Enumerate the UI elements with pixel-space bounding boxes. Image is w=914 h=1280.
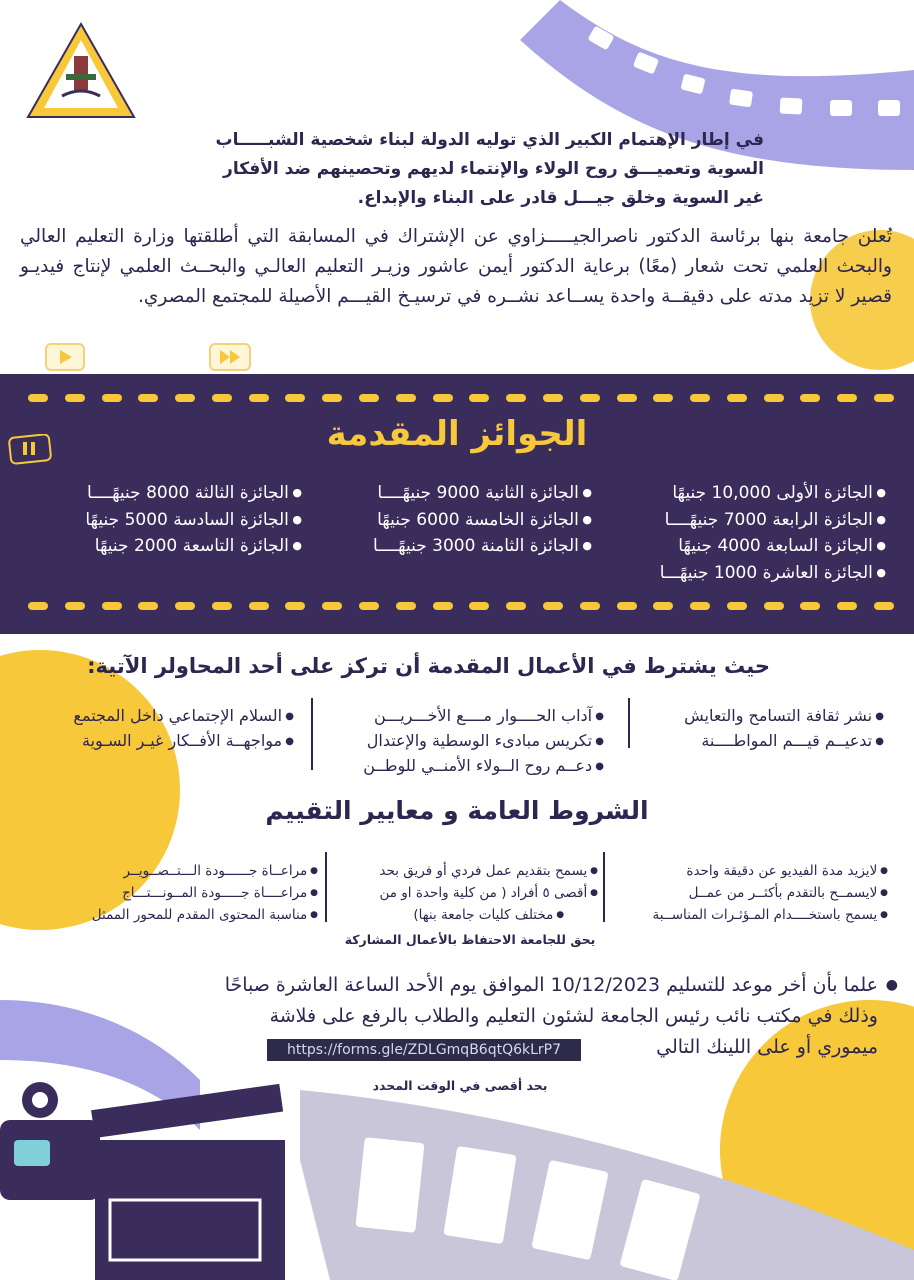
prize-item: ● الجائزة الثامنة 3000 جنيهًــــا [373,533,592,560]
submission-link[interactable]: https://forms.gle/ZDLGmqB6qtQ6kLrP7 [267,1039,581,1061]
clapperboard-icon [91,1084,285,1280]
axes-column-right [684,704,884,754]
prizes-column-middle [373,480,592,560]
condition-item: ● مناسبة المحتوى المقدم للمحور الممثل [92,904,318,926]
dash-border-top [28,394,894,403]
deadline-bullet: ● [885,977,898,993]
deadline-line: علما بأن أخر موعد للتسليم 10/12/2023 الموافق يوم الأحد الساعة العاشرة صباحًا [224,974,878,996]
reserve-note: يحق للجامعة الاحتفاظ بالأعمال المشاركة [344,932,596,947]
intro-line: في إطار الإهتمام الكبير الذي توليه الدولة لبناء شخصية الشبـــــاب [215,130,764,150]
axis-item: ● تكريس مبادىء الوسطية والإعتدال [363,729,604,754]
conditions-column-right [652,860,888,926]
column-divider [325,852,327,922]
intro-line: غير السوية وخلق جيـــل قادر على البناء والإبداع. [357,188,764,208]
conditions-column-left [92,860,318,926]
prize-item: ● الجائزة الثانية 9000 جنيهًــــا [373,480,592,507]
announcement-paragraph: تُعلن جامعة بنها برئاسة الدكتور ناصرالجيـــــزاوي عن الإشتراك في المسابقة التي أطلقتها وزارة التعليم العالي والبحث العلمي تحت شعار (معًا) برعاية الدكتور أيمن عاشور وزيـر التعليم العالـي والبحــث العلمي لإنتاج فيديـو قصير لا تزيد مدته على دقيقــة واحدة يســاعد نشــره في ترسيـخ القيـــم الأصيلة للمجتمع المصري. [20,226,892,307]
axes-title: حيث يشترط في الأعمال المقدمة أن تركز على أحد المحاولر الآتية: [87,654,770,678]
condition-item: ● يسمح بتقديم عمل فردي أو فريق بحد [379,860,598,882]
axes-column-left [73,704,294,754]
column-divider [311,698,313,770]
intro-line: السوية وتعميـــق روح الولاء والإنتماء لديهم وتحصينهم ضد الأفكار [223,159,764,179]
intro-paragraph [144,126,764,213]
condition-item: ● يسمح باستخــــدام المـؤثـرات المناســبة [652,904,888,926]
column-divider [628,698,630,748]
camera-icon [0,1082,100,1200]
deadline-line: وذلك في مكتب نائب رئيس الجامعة لشئون التعليم والطلاب بالرفع على فلاشة [269,1005,878,1027]
axis-item: ● مواجهــة الأفــكار غيـر السـوية [73,729,294,754]
prize-item: ● الجائزة الخامسة 6000 جنيهًا [373,507,592,534]
axes-column-middle [363,704,604,779]
axis-item: ● تدعيــم قيـــم المواطــــنة [684,729,884,754]
dash-border-bottom [28,602,894,611]
condition-item: ● لايسمــح بالتقدم بأكثــر من عمــل [652,882,888,904]
condition-item: ● لايزيد مدة الفيديو عن دقيقة واحدة [652,860,888,882]
prize-item: ● الجائزة السادسة 5000 جنيهًا [85,507,302,534]
conditions-title: الشروط العامة و معايير التقييم [265,796,649,825]
condition-text: ● أقصى ٥ أفراد ( من كلية واحدة او من [379,882,598,904]
prize-item: ● الجائزة الرابعة 7000 جنيهًــــا [660,507,886,534]
condition-item: ● مراعــــاة جـــــودة المــونـــتـــاج [92,882,318,904]
axis-item: ● دعــم روح الــولاء الأمنــي للوطــن [363,754,604,779]
prize-item: ● الجائزة الثالثة 8000 جنيهًــــا [85,480,302,507]
play-badge-icon [46,344,84,370]
deadline-line: ميموري أو على اللينك التالي [656,1036,878,1058]
prizes-title: الجوائز المقدمة [326,414,588,454]
fast-forward-badge-icon [210,344,250,370]
condition-text: ● مختلف كليات جامعة بنها) [379,904,598,926]
prize-item: ● الجائزة العاشرة 1000 جنيهًـــا [660,560,886,587]
column-divider [603,852,605,922]
axis-item: ● نشر ثقافة التسامح والتعايش [684,704,884,729]
prize-item: ● الجائزة السابعة 4000 جنيهًا [660,533,886,560]
prize-item: ● الجائزة الأولى 10,000 جنيهًا [660,480,886,507]
max-note: بحد أقصى في الوقت المحدد [372,1078,548,1093]
conditions-column-middle [379,860,598,926]
university-logo [26,22,136,122]
prizes-column-right [660,480,886,586]
axis-item: ● آداب الحــــوار مــــع الأخـــريـــن [363,704,604,729]
axis-item: ● السلام الإجتماعي داخل المجتمع [73,704,294,729]
prize-item: ● الجائزة التاسعة 2000 جنيهًا [85,533,302,560]
prizes-column-left [85,480,302,560]
condition-item: ● مراعــاة جــــــودة الـــتــصــويــر [92,860,318,882]
